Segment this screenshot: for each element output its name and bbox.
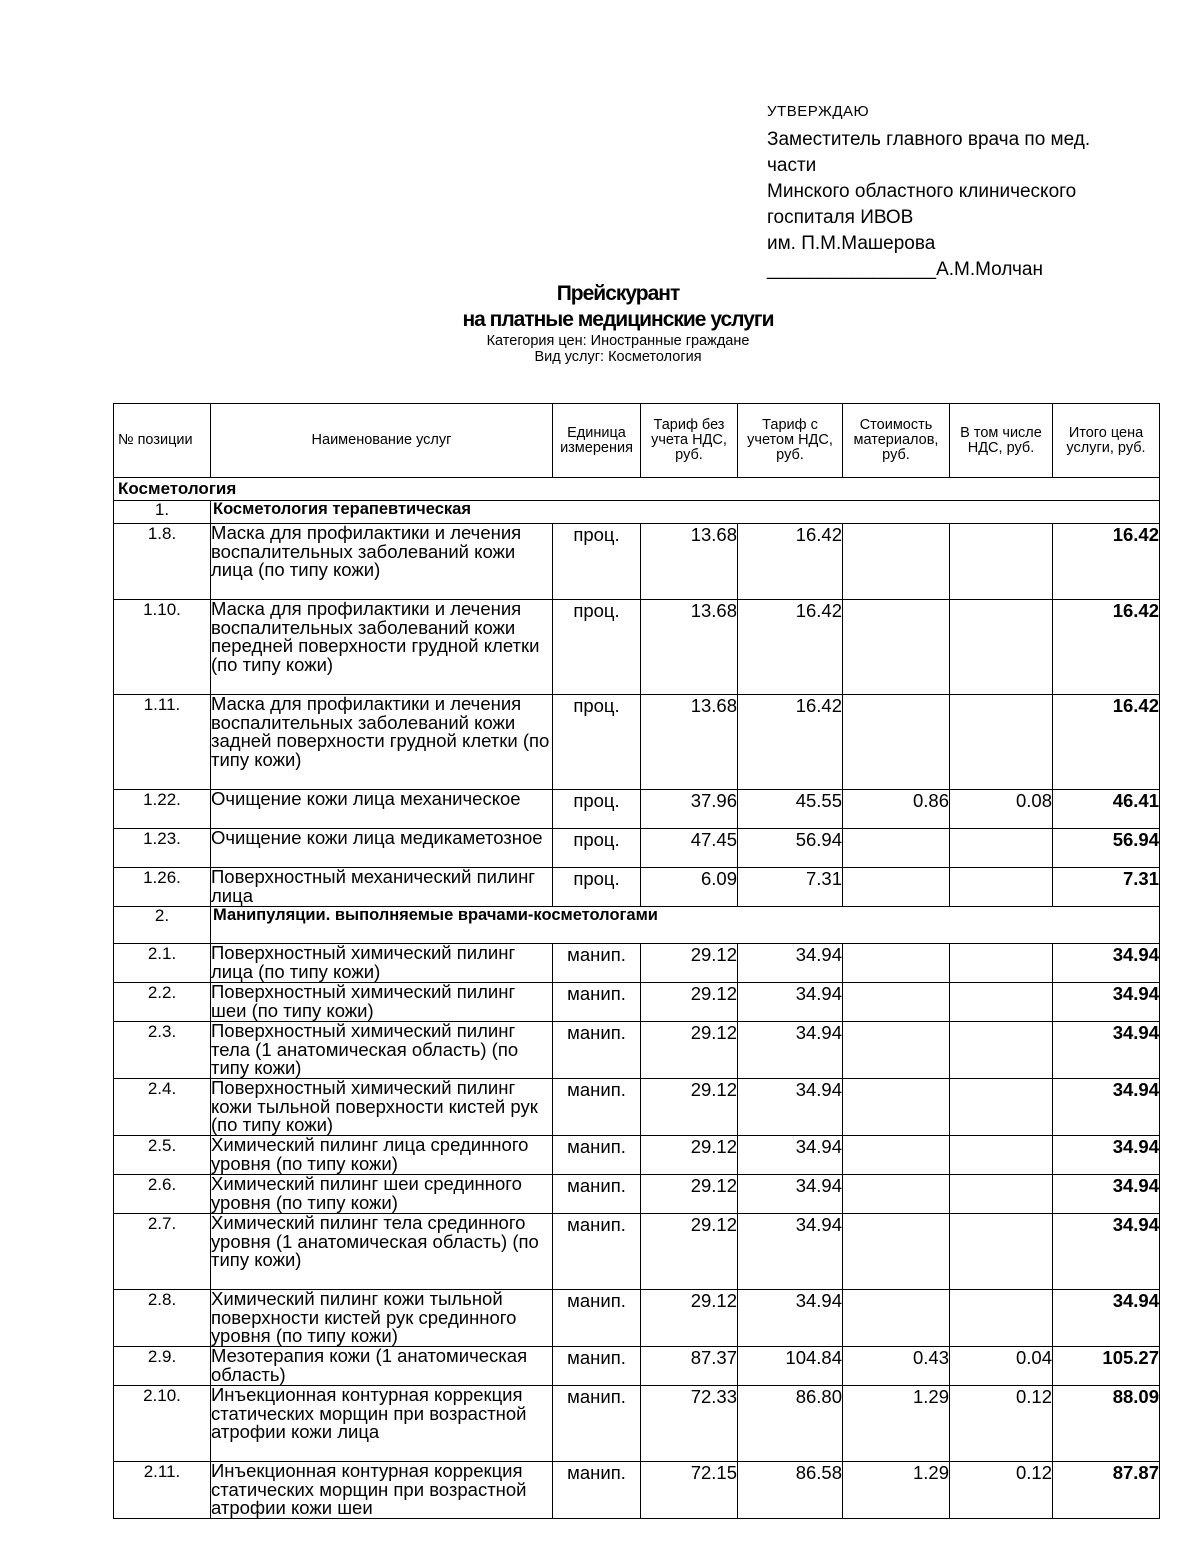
table-row	[114, 868, 1160, 907]
column-header: Стоимость материалов, руб.	[843, 404, 950, 478]
materials-vat-cell	[950, 829, 1053, 868]
materials-vat-cell	[950, 1175, 1053, 1214]
table-row	[114, 829, 1160, 868]
table-row	[114, 1079, 1160, 1136]
price-table	[113, 403, 1160, 1519]
table-row	[114, 1136, 1160, 1175]
position-cell: 2.8.	[114, 1290, 211, 1347]
materials-vat-cell	[950, 868, 1053, 907]
document-title: Прейскурант	[556, 282, 680, 305]
total-price-cell: 88.09	[1053, 1386, 1160, 1462]
approval-signature-line: ________________А.М.Молчан	[767, 259, 1043, 280]
materials-cost-cell	[843, 524, 950, 600]
position-cell: 1.11.	[114, 695, 211, 790]
tariff-without-vat-cell: 29.12	[641, 1022, 738, 1079]
position-cell: 1.10.	[114, 600, 211, 695]
table-row	[114, 524, 1160, 600]
service-name-cell: Химический пилинг кожи тыльной поверхности кистей рук срединного уровня (по типу кожи)	[211, 1290, 553, 1347]
table-row	[114, 695, 1160, 790]
tariff-with-vat-cell: 34.94	[738, 1290, 843, 1347]
column-header: Тариф без учета НДС, руб.	[641, 404, 738, 478]
position-cell: 1.26.	[114, 868, 211, 907]
unit-cell: манип.	[553, 1175, 641, 1214]
unit-cell: проц.	[553, 524, 641, 600]
service-name-cell: Поверхностный химический пилинг лица (по типу кожи)	[211, 944, 553, 983]
column-header: В том числе НДС, руб.	[950, 404, 1053, 478]
tariff-with-vat-cell: 86.80	[738, 1386, 843, 1462]
materials-cost-cell	[843, 868, 950, 907]
materials-cost-cell	[843, 1175, 950, 1214]
materials-vat-cell	[950, 983, 1053, 1022]
service-name-cell: Поверхностный химический пилинг тела (1 анатомическая область) (по типу кожи)	[211, 1022, 553, 1079]
materials-vat-cell	[950, 695, 1053, 790]
unit-cell: проц.	[553, 790, 641, 829]
service-name-cell: Маска для профилактики и лечения воспалительных заболеваний кожи передней поверхности грудной клетки (по типу кожи)	[211, 600, 553, 695]
total-price-cell: 34.94	[1053, 1079, 1160, 1136]
tariff-without-vat-cell: 29.12	[641, 1290, 738, 1347]
position-cell: 2.5.	[114, 1136, 211, 1175]
tariff-with-vat-cell: 34.94	[738, 944, 843, 983]
unit-cell: проц.	[553, 600, 641, 695]
table-row	[114, 1347, 1160, 1386]
materials-cost-cell	[843, 983, 950, 1022]
table-header-row	[114, 404, 1160, 478]
service-name-cell: Поверхностный химический пилинг кожи тыльной поверхности кистей рук (по типу кожи)	[211, 1079, 553, 1136]
materials-cost-cell: 1.29	[843, 1462, 950, 1519]
materials-cost-cell	[843, 1214, 950, 1290]
table-row	[114, 1022, 1160, 1079]
position-cell: 2.9.	[114, 1347, 211, 1386]
service-name-cell: Очищение кожи лица медикаметозное	[211, 829, 553, 868]
document-header	[0, 281, 1200, 365]
materials-cost-cell	[843, 1136, 950, 1175]
position-cell: 2.7.	[114, 1214, 211, 1290]
approval-line: госпиталя ИВОВ	[767, 207, 914, 228]
position-cell: 2.6.	[114, 1175, 211, 1214]
position-cell: 1.23.	[114, 829, 211, 868]
approval-line: Минского областного клинического	[767, 181, 1077, 202]
materials-cost-cell: 0.43	[843, 1347, 950, 1386]
section-row	[114, 478, 1160, 501]
materials-cost-cell: 1.29	[843, 1386, 950, 1462]
total-price-cell: 34.94	[1053, 1136, 1160, 1175]
table-row	[114, 600, 1160, 695]
table-row	[114, 944, 1160, 983]
column-header: Тариф с учетом НДС, руб.	[738, 404, 843, 478]
tariff-with-vat-cell: 34.94	[738, 983, 843, 1022]
position-cell: 2.10.	[114, 1386, 211, 1462]
materials-vat-cell	[950, 1079, 1053, 1136]
tariff-with-vat-cell: 34.94	[738, 1214, 843, 1290]
total-price-cell: 56.94	[1053, 829, 1160, 868]
section-title: Косметология	[114, 478, 1160, 501]
materials-cost-cell	[843, 829, 950, 868]
tariff-without-vat-cell: 37.96	[641, 790, 738, 829]
position-cell: 2.1.	[114, 944, 211, 983]
service-name-cell: Инъекционная контурная коррекция статических морщин при возрастной атрофии кожи шеи	[211, 1462, 553, 1519]
position-cell: 1.22.	[114, 790, 211, 829]
approval-caption: УТВЕРЖДАЮ	[767, 103, 870, 120]
table-row	[114, 1386, 1160, 1462]
service-name-cell: Мезотерапия кожи (1 анатомическая область)	[211, 1347, 553, 1386]
table-body	[114, 478, 1160, 1519]
materials-vat-cell: 0.12	[950, 1462, 1053, 1519]
service-name-cell: Химический пилинг шеи срединного уровня (по типу кожи)	[211, 1175, 553, 1214]
unit-cell: манип.	[553, 1386, 641, 1462]
materials-cost-cell	[843, 1022, 950, 1079]
unit-cell: проц.	[553, 829, 641, 868]
total-price-cell: 34.94	[1053, 983, 1160, 1022]
tariff-with-vat-cell: 34.94	[738, 1136, 843, 1175]
tariff-with-vat-cell: 56.94	[738, 829, 843, 868]
service-name-cell: Маска для профилактики и лечения воспалительных заболеваний кожи задней поверхности грудной клетки (по типу кожи)	[211, 695, 553, 790]
tariff-without-vat-cell: 29.12	[641, 1079, 738, 1136]
service-name-cell: Поверхностный механический пилинг лица	[211, 868, 553, 907]
table-row	[114, 1462, 1160, 1519]
tariff-without-vat-cell: 72.15	[641, 1462, 738, 1519]
table-row	[114, 1290, 1160, 1347]
materials-vat-cell	[950, 1290, 1053, 1347]
unit-cell: манип.	[553, 1290, 641, 1347]
document-subtitle: на платные медицинские услуги	[462, 308, 774, 331]
service-name-cell: Химический пилинг лица срединного уровня (по типу кожи)	[211, 1136, 553, 1175]
tariff-with-vat-cell: 86.58	[738, 1462, 843, 1519]
group-number: 2.	[114, 907, 211, 944]
materials-cost-cell	[843, 695, 950, 790]
unit-cell: проц.	[553, 868, 641, 907]
group-number: 1.	[114, 501, 211, 524]
position-cell: 2.3.	[114, 1022, 211, 1079]
service-name-cell: Поверхностный химический пилинг шеи (по типу кожи)	[211, 983, 553, 1022]
table-row	[114, 1175, 1160, 1214]
approval-block	[767, 101, 1167, 283]
materials-vat-cell	[950, 524, 1053, 600]
materials-vat-cell	[950, 600, 1053, 695]
tariff-without-vat-cell: 29.12	[641, 983, 738, 1022]
unit-cell: проц.	[553, 695, 641, 790]
materials-cost-cell	[843, 1079, 950, 1136]
unit-cell: манип.	[553, 1347, 641, 1386]
approval-line: им. П.М.Машерова	[767, 233, 936, 254]
service-name-cell: Маска для профилактики и лечения воспалительных заболеваний кожи лица (по типу кожи)	[211, 524, 553, 600]
unit-cell: манип.	[553, 1136, 641, 1175]
materials-vat-cell	[950, 1022, 1053, 1079]
tariff-without-vat-cell: 29.12	[641, 1175, 738, 1214]
group-row	[114, 907, 1160, 944]
tariff-with-vat-cell: 34.94	[738, 1022, 843, 1079]
approval-line: части	[767, 155, 817, 176]
total-price-cell: 46.41	[1053, 790, 1160, 829]
tariff-with-vat-cell: 34.94	[738, 1175, 843, 1214]
materials-cost-cell	[843, 1290, 950, 1347]
materials-cost-cell	[843, 944, 950, 983]
total-price-cell: 34.94	[1053, 1290, 1160, 1347]
unit-cell: манип.	[553, 1022, 641, 1079]
tariff-without-vat-cell: 87.37	[641, 1347, 738, 1386]
service-name-cell: Очищение кожи лица механическое	[211, 790, 553, 829]
table-row	[114, 983, 1160, 1022]
materials-vat-cell: 0.08	[950, 790, 1053, 829]
tariff-with-vat-cell: 104.84	[738, 1347, 843, 1386]
materials-vat-cell: 0.12	[950, 1386, 1053, 1462]
materials-vat-cell	[950, 1214, 1053, 1290]
materials-cost-cell: 0.86	[843, 790, 950, 829]
price-category: Категория цен: Иностранные граждане	[486, 333, 750, 349]
tariff-without-vat-cell: 13.68	[641, 695, 738, 790]
group-row	[114, 501, 1160, 524]
tariff-without-vat-cell: 29.12	[641, 1136, 738, 1175]
position-cell: 2.4.	[114, 1079, 211, 1136]
tariff-without-vat-cell: 72.33	[641, 1386, 738, 1462]
tariff-with-vat-cell: 7.31	[738, 868, 843, 907]
total-price-cell: 105.27	[1053, 1347, 1160, 1386]
table-row	[114, 790, 1160, 829]
unit-cell: манип.	[553, 944, 641, 983]
total-price-cell: 87.87	[1053, 1462, 1160, 1519]
group-title: Манипуляции. выполняемые врачами-косметологами	[211, 907, 1160, 944]
column-header: Единица измерения	[553, 404, 641, 478]
tariff-with-vat-cell: 16.42	[738, 524, 843, 600]
column-header: Итого цена услуги, руб.	[1053, 404, 1160, 478]
approval-line: Заместитель главного врача по мед.	[767, 129, 1091, 150]
materials-vat-cell	[950, 1136, 1053, 1175]
unit-cell: манип.	[553, 1079, 641, 1136]
total-price-cell: 16.42	[1053, 524, 1160, 600]
group-title: Косметология терапевтическая	[211, 501, 1160, 524]
unit-cell: манип.	[553, 1462, 641, 1519]
service-name-cell: Химический пилинг тела срединного уровня (1 анатомическая область) (по типу кожи)	[211, 1214, 553, 1290]
tariff-without-vat-cell: 13.68	[641, 600, 738, 695]
tariff-without-vat-cell: 29.12	[641, 1214, 738, 1290]
total-price-cell: 34.94	[1053, 1175, 1160, 1214]
materials-cost-cell	[843, 600, 950, 695]
total-price-cell: 16.42	[1053, 600, 1160, 695]
total-price-cell: 34.94	[1053, 944, 1160, 983]
total-price-cell: 34.94	[1053, 1214, 1160, 1290]
position-cell: 2.11.	[114, 1462, 211, 1519]
service-name-cell: Инъекционная контурная коррекция статических морщин при возрастной атрофии кожи лица	[211, 1386, 553, 1462]
service-type: Вид услуг: Косметология	[534, 349, 702, 365]
column-header: Наименование услуг	[211, 404, 553, 478]
tariff-without-vat-cell: 6.09	[641, 868, 738, 907]
total-price-cell: 16.42	[1053, 695, 1160, 790]
unit-cell: манип.	[553, 983, 641, 1022]
tariff-without-vat-cell: 29.12	[641, 944, 738, 983]
tariff-without-vat-cell: 13.68	[641, 524, 738, 600]
tariff-without-vat-cell: 47.45	[641, 829, 738, 868]
tariff-with-vat-cell: 45.55	[738, 790, 843, 829]
tariff-with-vat-cell: 16.42	[738, 600, 843, 695]
position-cell: 1.8.	[114, 524, 211, 600]
table-row	[114, 1214, 1160, 1290]
column-header: № позиции	[114, 404, 211, 478]
position-cell: 2.2.	[114, 983, 211, 1022]
total-price-cell: 7.31	[1053, 868, 1160, 907]
tariff-with-vat-cell: 34.94	[738, 1079, 843, 1136]
total-price-cell: 34.94	[1053, 1022, 1160, 1079]
materials-vat-cell	[950, 944, 1053, 983]
unit-cell: манип.	[553, 1214, 641, 1290]
tariff-with-vat-cell: 16.42	[738, 695, 843, 790]
materials-vat-cell: 0.04	[950, 1347, 1053, 1386]
